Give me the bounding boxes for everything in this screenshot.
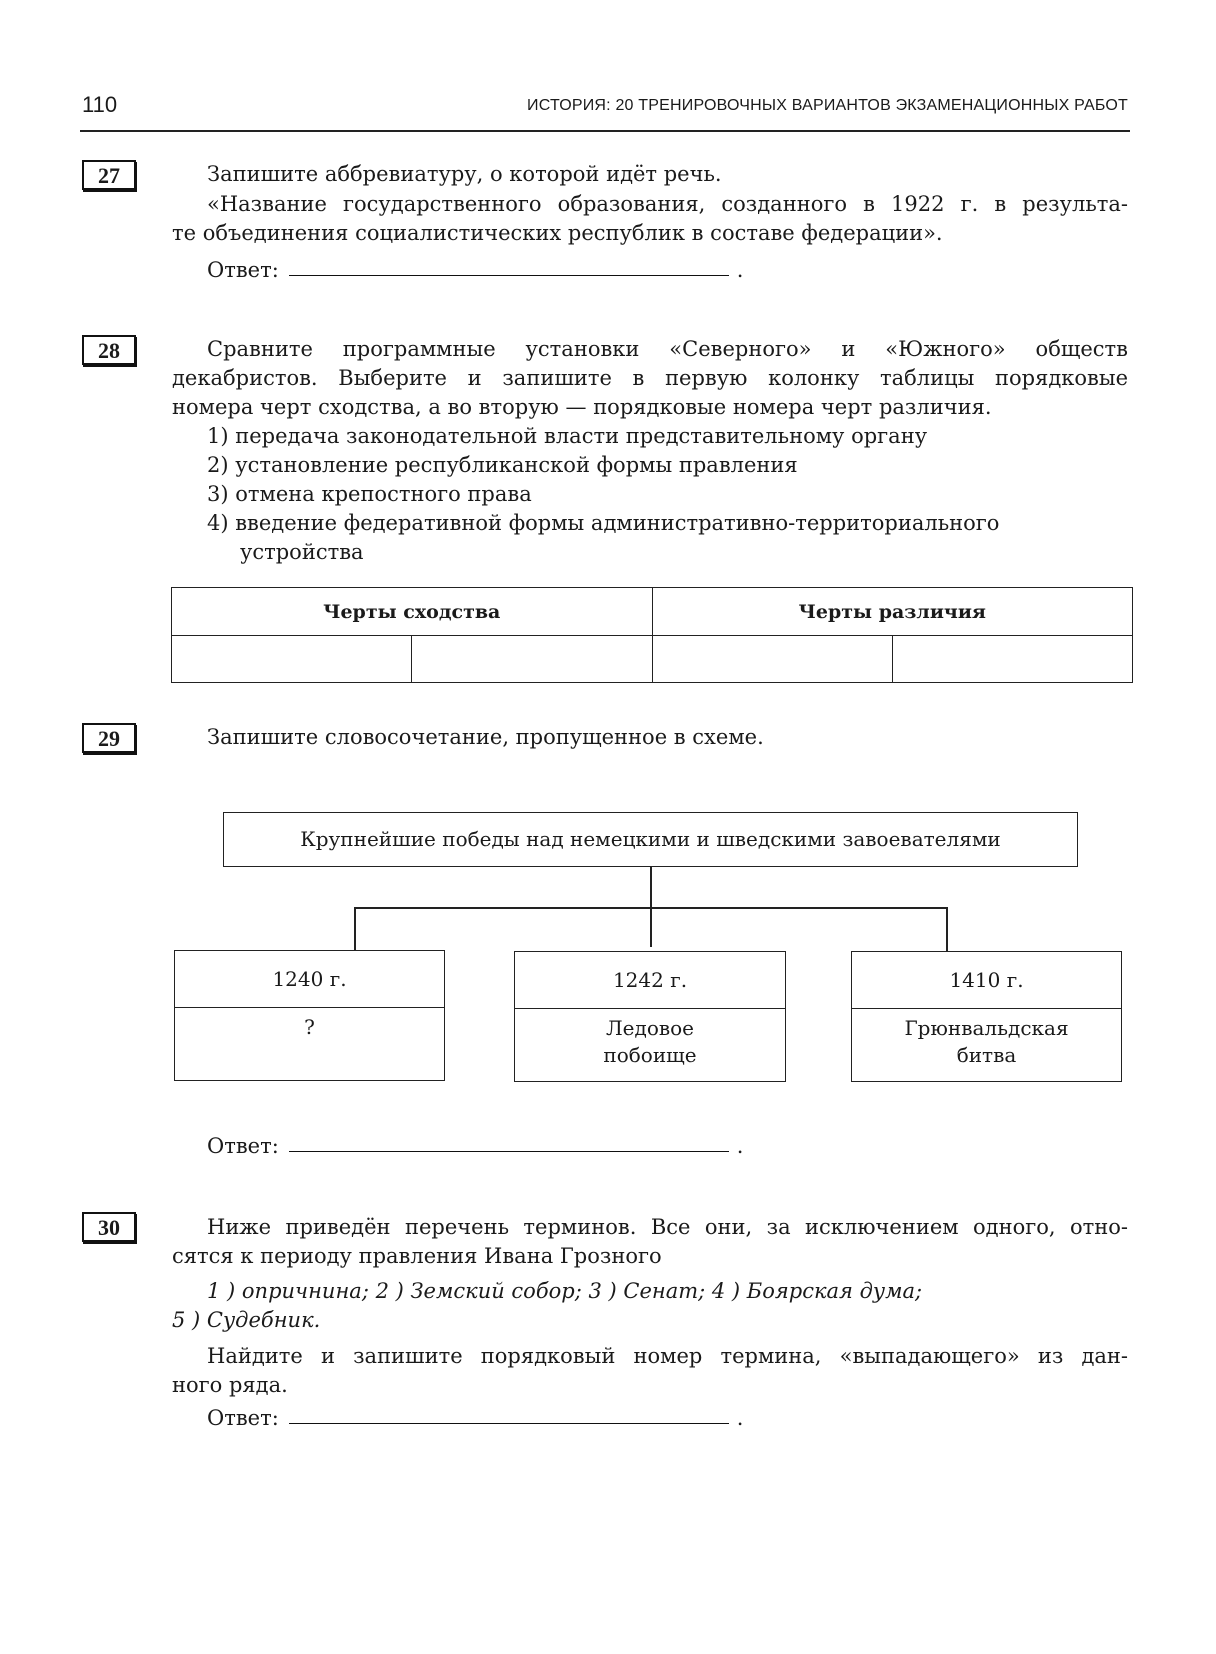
diagram-box-1410 (851, 951, 1122, 1082)
q29-instruction: Запишите словосочетание, пропущенное в схеме. (207, 725, 764, 749)
answer-label: Ответ: (207, 1406, 279, 1430)
q29-answer-field[interactable] (207, 1134, 743, 1158)
diagram-connector-left (354, 907, 356, 950)
answer-end: . (736, 258, 744, 282)
diagram-connector-horizontal (354, 907, 947, 909)
q28-item-2: 2) установление республиканской формы правления (207, 453, 798, 477)
answer-line[interactable] (289, 275, 729, 276)
event-line: Грюнвальдская (904, 1016, 1069, 1040)
header-similarities: Черты сходства (172, 588, 653, 636)
difference-cell-2[interactable] (892, 636, 1132, 683)
answer-line[interactable] (289, 1423, 729, 1424)
diagram-connector-right (946, 907, 948, 951)
header-divider (80, 130, 1130, 132)
answer-label: Ответ: (207, 258, 279, 282)
q27-quote-line2: те объединения социалистических республик в составе федерации». (172, 221, 943, 245)
event-line: Ледовое (605, 1016, 695, 1040)
book-title: ИСТОРИЯ: 20 ТРЕНИРОВОЧНЫХ ВАРИАНТОВ ЭКЗАМЕНАЦИОННЫХ РАБОТ (527, 97, 1128, 114)
q28-text-line1: Сравните программные установки «Северного» и «Южного» обществ (207, 337, 1128, 361)
diagram-box-1240 (174, 950, 445, 1081)
q27-instruction: Запишите аббревиатуру, о которой идёт речь. (207, 162, 722, 186)
event-line: ? (304, 1015, 315, 1039)
page-number: 110 (82, 92, 118, 117)
q28-text-line3: номера черт сходства, а во вторую — порядковые номера черт различия. (172, 395, 992, 419)
question-number-29: 29 (82, 723, 136, 753)
q30-terms-line2: 5 ) Судебник. (172, 1308, 321, 1332)
q30-terms-line1: 1 ) опричнина; 2 ) Земский собор; 3 ) Сенат; 4 ) Боярская дума; (207, 1279, 923, 1303)
question-number-27: 27 (82, 160, 136, 190)
answer-end: . (736, 1134, 744, 1158)
q28-item-1: 1) передача законодательной власти представительному органу (207, 424, 928, 448)
q30-task-line2: ного ряда. (172, 1373, 288, 1397)
q30-text-line2: сятся к периоду правления Ивана Грозного (172, 1244, 662, 1268)
diagram-year: 1410 г. (852, 952, 1121, 1009)
q30-answer-field[interactable] (207, 1406, 743, 1430)
q27-quote-line1: «Название государственного образования, созданного в 1922 г. в результа- (207, 192, 1128, 216)
q30-text-line1: Ниже приведён перечень терминов. Все они, за исключением одного, отно- (207, 1215, 1128, 1239)
diagram-box-1242 (514, 951, 786, 1082)
diagram-year: 1240 г. (175, 951, 444, 1008)
q27-answer-field[interactable] (207, 258, 743, 282)
answer-end: . (736, 1406, 744, 1430)
question-number-28: 28 (82, 335, 136, 365)
q28-text-line2: декабристов. Выберите и запишите в первую колонку таблицы порядковые (172, 366, 1128, 390)
question-number-30: 30 (82, 1212, 136, 1242)
event-line: побоище (603, 1043, 697, 1067)
q30-task-line1: Найдите и запишите порядковый номер термина, «выпадающего» из дан- (207, 1344, 1128, 1368)
diagram-root-box: Крупнейшие победы над немецкими и шведскими завоевателями (223, 812, 1078, 867)
difference-cell-1[interactable] (652, 636, 892, 683)
answer-line[interactable] (289, 1151, 729, 1152)
q28-item-4: 4) введение федеративной формы административно-территориального (207, 511, 1000, 535)
header-differences: Черты различия (652, 588, 1133, 636)
comparison-table (171, 587, 1133, 683)
similarity-cell-1[interactable] (172, 636, 412, 683)
q28-item-4-cont: устройства (240, 540, 364, 564)
answer-label: Ответ: (207, 1134, 279, 1158)
diagram-event (852, 1009, 1121, 1069)
event-line: битва (956, 1043, 1017, 1067)
q28-item-3: 3) отмена крепостного права (207, 482, 532, 506)
diagram-event (515, 1009, 785, 1069)
diagram-year: 1242 г. (515, 952, 785, 1009)
similarity-cell-2[interactable] (412, 636, 652, 683)
diagram-event-missing[interactable] (175, 1008, 444, 1041)
